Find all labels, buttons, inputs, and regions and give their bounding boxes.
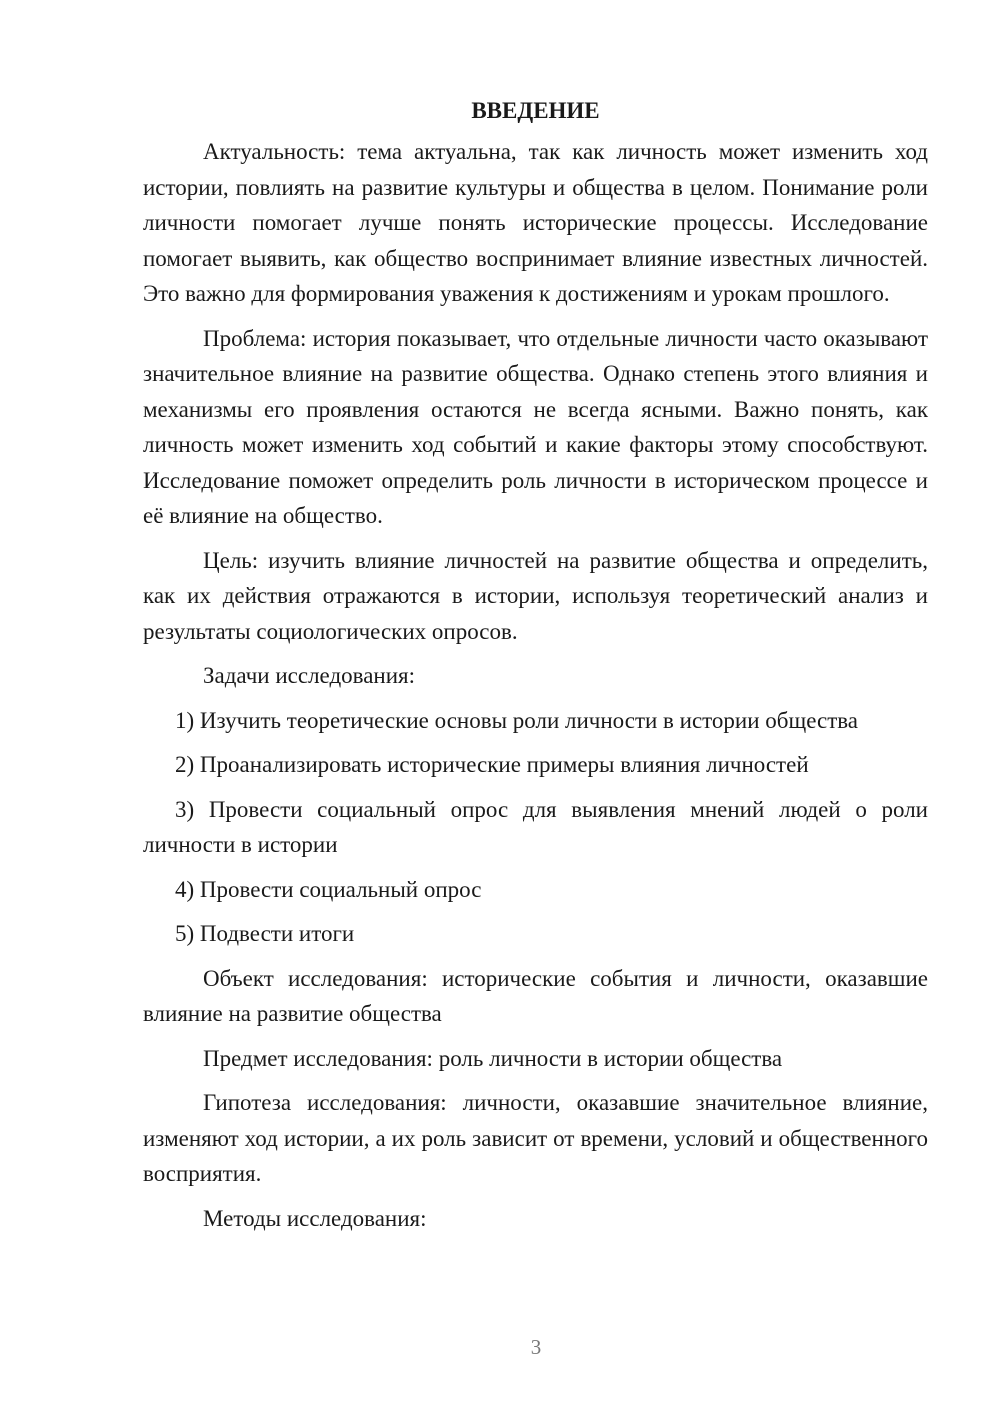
paragraph-subject: Предмет исследования: роль личности в истории общества <box>203 1045 783 1071</box>
paragraph-methods: Методы исследования: <box>203 1205 427 1231</box>
section-title: ВВЕДЕНИЕ <box>471 98 600 123</box>
task-item-1: 1) Изучить теоретические основы роли личности в истории общества <box>175 707 859 733</box>
task-item-5: 5) Подвести итоги <box>175 921 355 946</box>
document-body <box>143 96 928 1245</box>
paragraph-object: Объект исследования: исторические события и личности, оказавшие влияние на развитие общества <box>143 965 928 1026</box>
paragraph-hypothesis: Гипотеза исследования: личности, оказавшие значительное влияние, изменяют ход истории, а их роль зависит от времени, условий и общественного восприятия. <box>143 1090 928 1186</box>
paragraph-goal: Цель: изучить влияние личностей на развитие общества и определить, как их действия отражаются в истории, используя теоретический анализ и результаты социологических опросов. <box>143 547 928 644</box>
task-item-3: 3) Провести социальный опрос для выявления мнений людей о роли личности в истории <box>143 796 928 857</box>
task-item-2: 2) Проанализировать исторические примеры влияния личностей <box>175 752 809 777</box>
task-item-4: 4) Провести социальный опрос <box>175 876 482 902</box>
paragraph-relevance: Актуальность: тема актуальна, так как личность может изменить ход истории, повлиять на развитие культуры и общества в целом. Понимание роли личности помогает лучше понять исторические процессы. Исследование помогает выявить, как общество воспринимает влияние известных личностей. Это важно для формирования уважения к достижениям и урокам прошлого. <box>143 139 928 306</box>
paragraph-tasks-heading: Задачи исследования: <box>203 663 416 688</box>
paragraph-problem: Проблема: история показывает, что отдельные личности часто оказывают значительное влияние на развитие общества. Однако степень этого влияния и механизмы его проявления остаются не всегда ясными. Важно понять, как личность может изменить ход событий и какие факторы этому способствуют. Исследование поможет определить роль личности в историческом процессе и её влияние на общество. <box>143 325 928 528</box>
page-number: 3 <box>530 1335 542 1359</box>
